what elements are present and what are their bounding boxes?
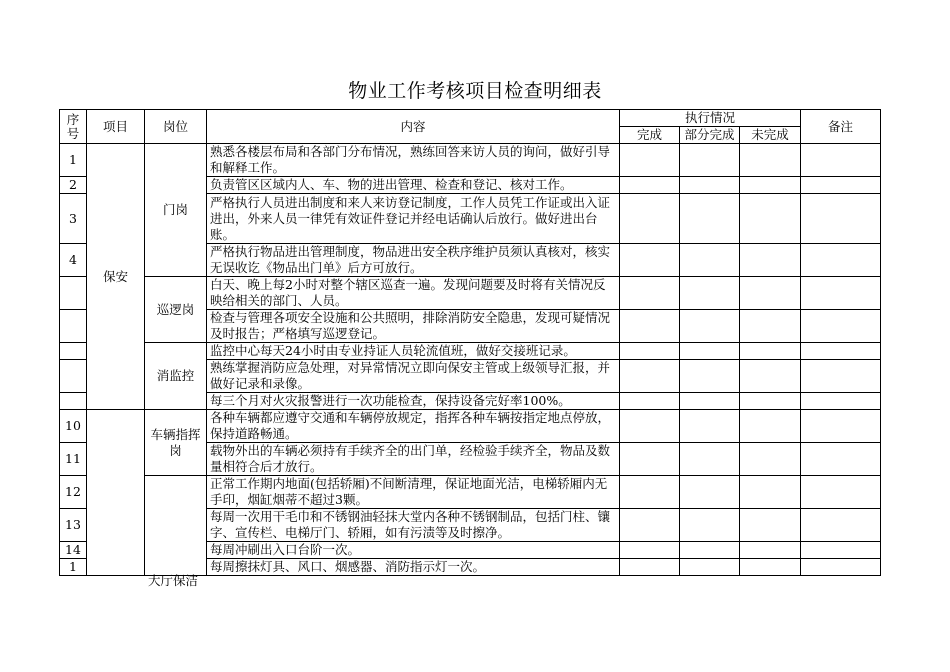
post-gate: 门岗: [145, 144, 207, 277]
row-content: 每周擦抹灯具、风口、烟感器、消防指示灯一次。: [207, 559, 620, 576]
cell-notdone[interactable]: [740, 559, 801, 576]
cell-remark[interactable]: [801, 559, 881, 576]
cell-remark[interactable]: [801, 277, 881, 310]
cell-notdone[interactable]: [740, 244, 801, 277]
cell-partial[interactable]: [680, 310, 740, 343]
cell-notdone[interactable]: [740, 410, 801, 443]
row-seq: 1: [60, 559, 87, 576]
row-content: 熟练掌握消防应急处理，对异常情况立即向保安主管或上级领导汇报，并做好记录和录像。: [207, 360, 620, 393]
cell-remark[interactable]: [801, 194, 881, 244]
cell-done[interactable]: [620, 244, 680, 277]
header-done: 完成: [620, 127, 680, 144]
cell-remark[interactable]: [801, 542, 881, 559]
row-seq: 11: [60, 443, 87, 476]
cell-done[interactable]: [620, 542, 680, 559]
row-content: 严格执行人员进出制度和来人来访登记制度，工作人员凭工作证或出入证进出，外来人员一律凭有效证件登记并经电话确认后放行。做好进出台账。: [207, 194, 620, 244]
post-empty: [145, 476, 207, 576]
cell-partial[interactable]: [680, 360, 740, 393]
header-notdone: 未完成: [740, 127, 801, 144]
header-exec: 执行情况: [620, 110, 801, 127]
row-seq: 4: [60, 244, 87, 277]
post-label-lobby-cleaning: 大厅保洁: [148, 573, 199, 588]
row-content: 监控中心每天24小时由专业持证人员轮流值班，做好交接班记录。: [207, 343, 620, 360]
cell-done[interactable]: [620, 177, 680, 194]
row-content: 每三个月对火灾报警进行一次功能检查，保持设备完好率100%。: [207, 393, 620, 410]
cell-done[interactable]: [620, 277, 680, 310]
cell-done[interactable]: [620, 144, 680, 177]
cell-partial[interactable]: [680, 177, 740, 194]
cell-notdone[interactable]: [740, 194, 801, 244]
header-content: 内容: [207, 110, 620, 144]
cell-partial[interactable]: [680, 244, 740, 277]
row-seq: 3: [60, 194, 87, 244]
cell-done[interactable]: [620, 393, 680, 410]
cell-partial[interactable]: [680, 393, 740, 410]
row-seq: 10: [60, 410, 87, 443]
row-content: 每周冲刷出入口台阶一次。: [207, 542, 620, 559]
row-seq: 1: [60, 144, 87, 177]
cell-done[interactable]: [620, 194, 680, 244]
cell-partial[interactable]: [680, 144, 740, 177]
cell-remark[interactable]: [801, 144, 881, 177]
cell-remark[interactable]: [801, 360, 881, 393]
cell-remark[interactable]: [801, 343, 881, 360]
cell-notdone[interactable]: [740, 360, 801, 393]
row-content: 每周一次用干毛巾和不锈钢油轻抹大堂内各种不锈钢制品，包括门柱、镶字、宣传栏、电梯厅门、轿厢，如有污渍等及时擦净。: [207, 509, 620, 542]
cell-done[interactable]: [620, 310, 680, 343]
cell-notdone[interactable]: [740, 343, 801, 360]
row-content: 检查与管理各项安全设施和公共照明，排除消防安全隐患，发现可疑情况及时报告；严格填写巡逻登记。: [207, 310, 620, 343]
row-seq: 2: [60, 177, 87, 194]
item-security: 保安: [87, 144, 145, 410]
post-vehicle: 车辆指挥岗: [145, 410, 207, 476]
row-content: 白天、晚上每2小时对整个辖区巡查一遍。发现问题要及时将有关情况反映给相关的部门、人员。: [207, 277, 620, 310]
row-seq: [60, 360, 87, 393]
cell-remark[interactable]: [801, 443, 881, 476]
cell-notdone[interactable]: [740, 144, 801, 177]
cell-partial[interactable]: [680, 194, 740, 244]
table-row: [60, 476, 881, 509]
cell-done[interactable]: [620, 509, 680, 542]
header-item: 项目: [87, 110, 145, 144]
row-seq: 14: [60, 542, 87, 559]
cell-done[interactable]: [620, 343, 680, 360]
row-seq: 12: [60, 476, 87, 509]
cell-remark[interactable]: [801, 410, 881, 443]
post-patrol: 巡逻岗: [145, 277, 207, 343]
row-content: 负责管区区域内人、车、物的进出管理、检查和登记、核对工作。: [207, 177, 620, 194]
cell-notdone[interactable]: [740, 177, 801, 194]
cell-remark[interactable]: [801, 310, 881, 343]
cell-remark[interactable]: [801, 476, 881, 509]
row-content: 各种车辆都应遵守交通和车辆停放规定，指挥各种车辆按指定地点停放，保持道路畅通。: [207, 410, 620, 443]
cell-partial[interactable]: [680, 343, 740, 360]
cell-notdone[interactable]: [740, 542, 801, 559]
page-title: 物业工作考核项目检查明细表: [348, 80, 602, 102]
table-row: [60, 343, 881, 360]
cell-remark[interactable]: [801, 509, 881, 542]
cell-remark[interactable]: [801, 244, 881, 277]
cell-partial[interactable]: [680, 509, 740, 542]
post-monitor: 消监控: [145, 343, 207, 410]
item-empty: [87, 410, 145, 576]
cell-partial[interactable]: [680, 443, 740, 476]
row-content: 正常工作期内地面(包括轿厢)不间断清理，保证地面光洁，电梯轿厢内无手印，烟缸烟蒂不超过3颗。: [207, 476, 620, 509]
cell-remark[interactable]: [801, 177, 881, 194]
cell-notdone[interactable]: [740, 393, 801, 410]
row-content: 严格执行物品进出管理制度，物品进出安全秩序维护员须认真核对，核实无误收讫《物品出门单》后方可放行。: [207, 244, 620, 277]
cell-notdone[interactable]: [740, 310, 801, 343]
row-content: 载物外出的车辆必须持有手续齐全的出门单，经检验手续齐全，物品及数量相符合后才放行。: [207, 443, 620, 476]
cell-partial[interactable]: [680, 559, 740, 576]
table-row: [60, 410, 881, 443]
row-content: 熟悉各楼层布局和各部门分布情况，熟练回答来访人员的询问，做好引导和解释工作。: [207, 144, 620, 177]
row-seq: [60, 393, 87, 410]
cell-partial[interactable]: [680, 410, 740, 443]
cell-notdone[interactable]: [740, 277, 801, 310]
cell-partial[interactable]: [680, 476, 740, 509]
table-row: [60, 144, 881, 177]
cell-done[interactable]: [620, 410, 680, 443]
row-seq: 13: [60, 509, 87, 542]
row-seq: [60, 277, 87, 310]
cell-done[interactable]: [620, 559, 680, 576]
cell-done[interactable]: [620, 443, 680, 476]
header-remark: 备注: [801, 110, 881, 144]
inspection-table: [59, 109, 881, 576]
header-seq: 序号: [60, 110, 87, 144]
cell-notdone[interactable]: [740, 443, 801, 476]
cell-notdone[interactable]: [740, 509, 801, 542]
cell-done[interactable]: [620, 476, 680, 509]
header-partial: 部分完成: [680, 127, 740, 144]
row-seq: [60, 343, 87, 360]
cell-done[interactable]: [620, 360, 680, 393]
table-row: [60, 277, 881, 310]
header-post: 岗位: [145, 110, 207, 144]
cell-partial[interactable]: [680, 277, 740, 310]
cell-partial[interactable]: [680, 542, 740, 559]
row-seq: [60, 310, 87, 343]
cell-notdone[interactable]: [740, 476, 801, 509]
cell-remark[interactable]: [801, 393, 881, 410]
